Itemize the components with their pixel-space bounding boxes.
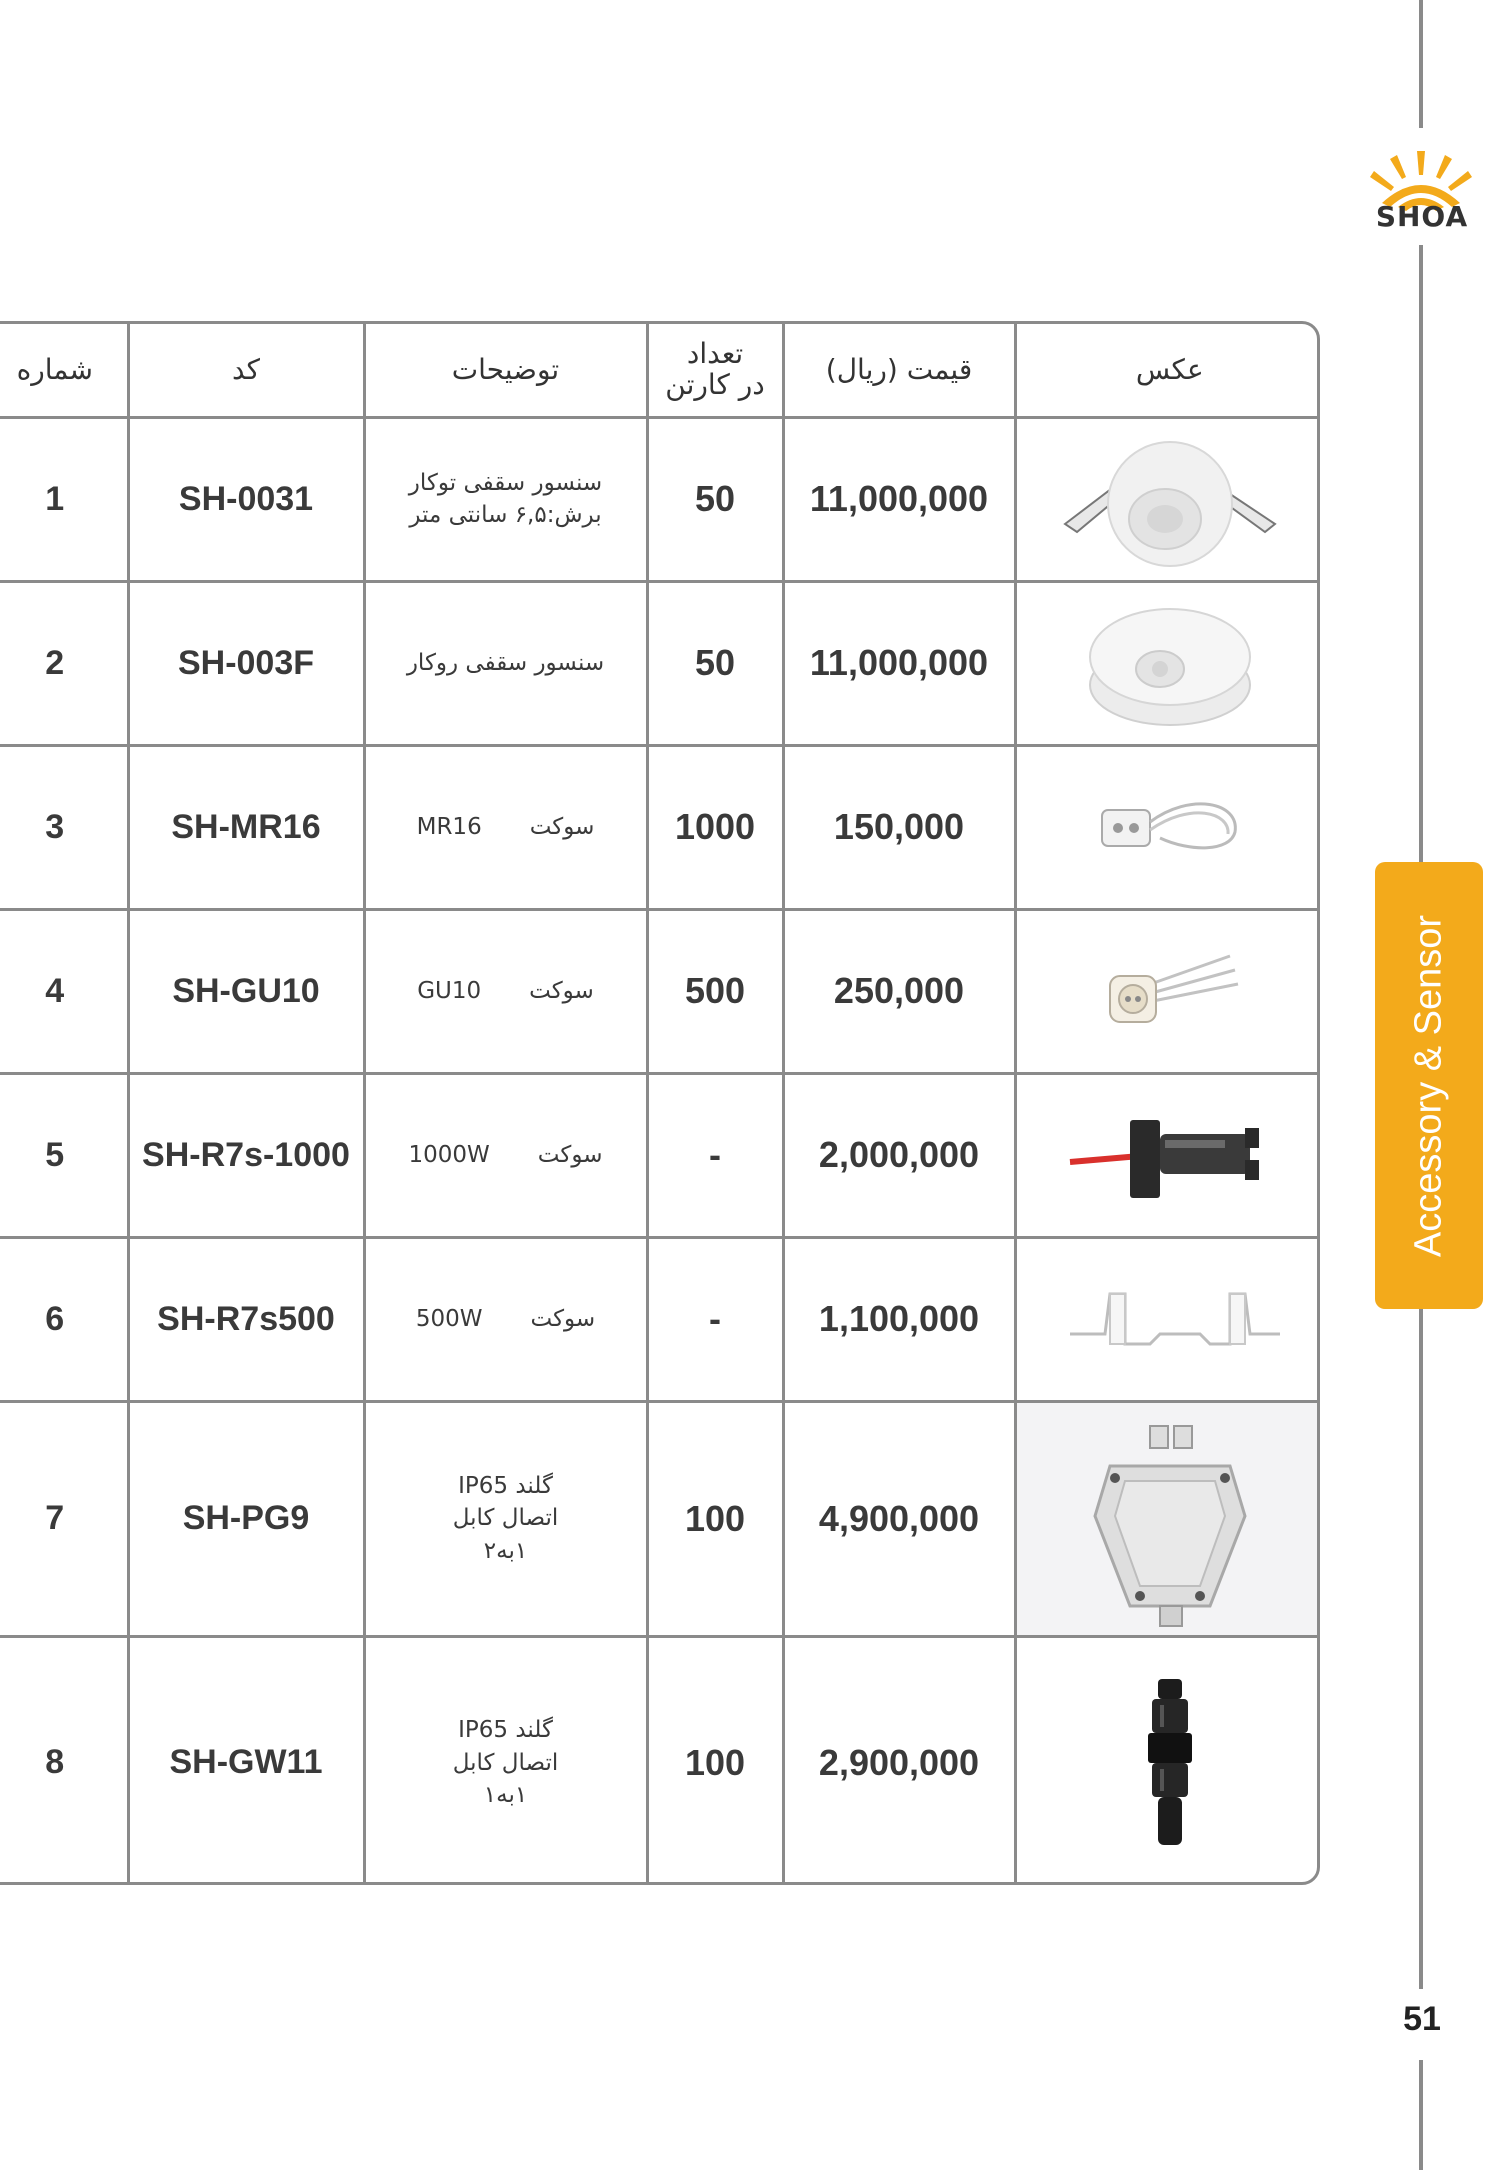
r7s-500-socket-icon (1050, 1274, 1290, 1364)
description-line: اتصال کابل (452, 1505, 559, 1532)
description-line: سوکت (529, 977, 594, 1004)
header-qty (647, 324, 783, 417)
mr16-socket-icon (1080, 772, 1260, 882)
product-description (364, 909, 647, 1073)
description-line: سنسور سقفی توکار (408, 469, 603, 496)
surface-sensor-icon (1080, 593, 1260, 733)
product-price: 1,100,000 (783, 1237, 1015, 1401)
row-number: 5 (0, 1073, 128, 1237)
section-tab (1375, 862, 1483, 1309)
socket-description (417, 811, 595, 843)
table-row (0, 1636, 1320, 1885)
row-number: 7 (0, 1401, 128, 1636)
product-image (1015, 1237, 1320, 1401)
product-price: 11,000,000 (783, 417, 1015, 581)
description-line: گلند IP65 (458, 1473, 553, 1500)
socket-description (416, 1303, 595, 1335)
product-code: SH-0031 (128, 417, 364, 581)
row-number: 1 (0, 417, 128, 581)
product-code: SH-R7s-1000 (128, 1073, 364, 1237)
table-row (0, 909, 1320, 1073)
product-image (1015, 1073, 1320, 1237)
product-code: SH-GU10 (128, 909, 364, 1073)
product-image (1015, 1401, 1320, 1636)
header-qty-line1: تعداد (686, 336, 744, 370)
description-line: MR16 (416, 813, 482, 840)
carton-quantity: 50 (647, 417, 783, 581)
product-image (1015, 417, 1320, 581)
cable-gland-icon (1130, 1673, 1210, 1853)
product-price: 250,000 (783, 909, 1015, 1073)
r7s-1000-socket-icon (1060, 1090, 1280, 1220)
junction-box-icon (1070, 1406, 1270, 1631)
table-header-row (0, 324, 1320, 417)
product-code: SH-PG9 (128, 1401, 364, 1636)
product-image (1015, 909, 1320, 1073)
description-line: سوکت (530, 1305, 596, 1332)
product-description (364, 745, 647, 909)
side-line-bottom (1419, 2060, 1423, 2170)
product-code: SH-003F (128, 581, 364, 745)
table-row (0, 1073, 1320, 1237)
product-description (364, 1237, 647, 1401)
description-line: 1000W (408, 1141, 490, 1168)
carton-quantity: - (647, 1237, 783, 1401)
row-number: 6 (0, 1237, 128, 1401)
product-price: 4,900,000 (783, 1401, 1015, 1636)
description-line: گلند IP65 (458, 1717, 553, 1744)
table-row (0, 1401, 1320, 1636)
header-num: شماره (0, 324, 128, 417)
description-line: سنسور سقفی روکار (406, 649, 605, 676)
socket-description (409, 1139, 603, 1171)
row-number: 8 (0, 1636, 128, 1885)
product-price: 2,000,000 (783, 1073, 1015, 1237)
carton-quantity: 50 (647, 581, 783, 745)
brand-name: SHOA (1375, 200, 1469, 233)
product-description (364, 1636, 647, 1885)
product-price: 11,000,000 (783, 581, 1015, 745)
header-image: عکس (1015, 324, 1320, 417)
description-line: برش:۶,۵ سانتی متر (409, 502, 602, 528)
section-tab-label: Accessory & Sensor (1407, 914, 1450, 1257)
product-price: 150,000 (783, 745, 1015, 909)
carton-quantity: 100 (647, 1636, 783, 1885)
page-number: 51 (1403, 2000, 1441, 2038)
product-description (364, 417, 647, 581)
description-line: سوکت (537, 1141, 603, 1168)
carton-quantity: - (647, 1073, 783, 1237)
row-number: 4 (0, 909, 128, 1073)
header-price: قیمت (ریال) (783, 324, 1015, 417)
product-image (1015, 745, 1320, 909)
row-number: 3 (0, 745, 128, 909)
table-row (0, 1237, 1320, 1401)
socket-description (417, 975, 594, 1007)
description-line: GU10 (417, 977, 482, 1004)
description-line: اتصال کابل (452, 1749, 559, 1776)
description-line: ۱به۱ (483, 1781, 528, 1808)
carton-quantity: 500 (647, 909, 783, 1073)
side-line-middle (1419, 245, 1423, 862)
table-row (0, 745, 1320, 909)
row-number: 2 (0, 581, 128, 745)
description-line: سوکت (529, 813, 595, 840)
recessed-sensor-icon (1055, 424, 1285, 574)
product-code: SH-MR16 (128, 745, 364, 909)
table-row (0, 581, 1320, 745)
header-desc: توضیحات (364, 324, 647, 417)
header-code: کد (128, 324, 364, 417)
product-image (1015, 581, 1320, 745)
product-price: 2,900,000 (783, 1636, 1015, 1885)
carton-quantity: 1000 (647, 745, 783, 909)
product-code: SH-GW11 (128, 1636, 364, 1885)
product-description (364, 1401, 647, 1636)
description-line: ۱به۲ (483, 1537, 528, 1564)
product-code: SH-R7s500 (128, 1237, 364, 1401)
table-row (0, 417, 1320, 581)
product-description (364, 581, 647, 745)
side-line-lower (1419, 1309, 1423, 1989)
side-line-top (1419, 0, 1423, 128)
product-image (1015, 1636, 1320, 1885)
description-line: 500W (415, 1305, 483, 1332)
price-table (0, 321, 1320, 1885)
header-qty-line2: در کارتن (665, 367, 765, 401)
gu10-socket-icon (1090, 936, 1250, 1046)
carton-quantity: 100 (647, 1401, 783, 1636)
product-description (364, 1073, 647, 1237)
